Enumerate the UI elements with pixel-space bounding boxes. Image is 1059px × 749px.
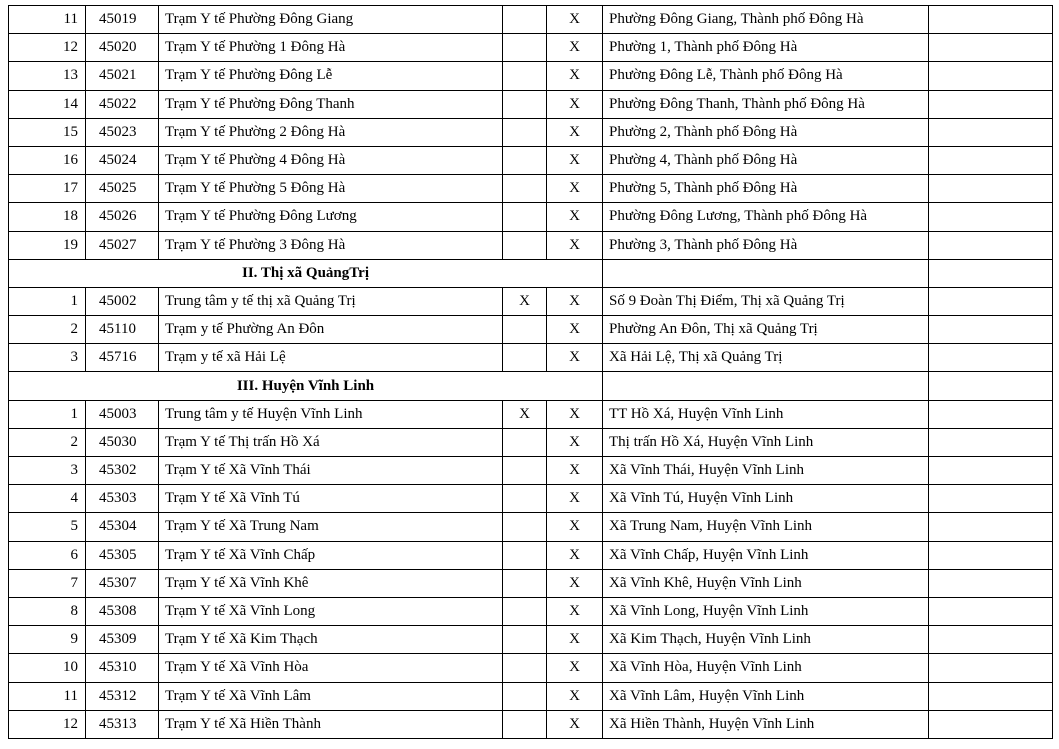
facility-name: Trạm Y tế Xã Vĩnh Lâm [159,682,503,710]
mark-col-2: X [547,428,603,456]
facility-address: Số 9 Đoàn Thị Điểm, Thị xã Quảng Trị [603,287,929,315]
facility-name: Trung tâm y tế thị xã Quảng Trị [159,287,503,315]
facility-code: 45025 [86,175,159,203]
mark-col-2: X [547,541,603,569]
mark-col-1 [503,6,547,34]
facility-code: 45305 [86,541,159,569]
facility-name: Trạm Y tế Phường 5 Đông Hà [159,175,503,203]
facility-name: Trạm Y tế Xã Kim Thạch [159,626,503,654]
table-row [9,118,1053,146]
row-number: 14 [9,90,86,118]
mark-col-2: X [547,710,603,738]
mark-col-1 [503,569,547,597]
mark-col-1: X [503,287,547,315]
mark-col-2: X [547,682,603,710]
row-number: 4 [9,485,86,513]
note-cell [929,654,1053,682]
note-cell [929,710,1053,738]
facility-code: 45304 [86,513,159,541]
facility-name: Trạm Y tế Phường Đông Lương [159,203,503,231]
facility-name: Trạm Y tế Xã Vĩnh Thái [159,457,503,485]
mark-col-2: X [547,34,603,62]
section-title: II. Thị xã QuảngTrị [9,259,603,287]
table-row [9,513,1053,541]
table-row [9,146,1053,174]
table-row [9,175,1053,203]
note-cell [929,203,1053,231]
facility-code: 45020 [86,34,159,62]
facility-code: 45030 [86,428,159,456]
facility-name: Trung tâm y tế Huyện Vĩnh Linh [159,400,503,428]
note-cell [929,146,1053,174]
facility-code: 45716 [86,344,159,372]
facility-name: Trạm Y tế Phường 1 Đông Hà [159,34,503,62]
facility-address: Xã Vĩnh Long, Huyện Vĩnh Linh [603,597,929,625]
row-number: 2 [9,428,86,456]
facility-code: 45110 [86,316,159,344]
facility-table [8,5,1053,739]
facility-address: Phường Đông Thanh, Thành phố Đông Hà [603,90,929,118]
table-row [9,541,1053,569]
facility-code: 45002 [86,287,159,315]
mark-col-1 [503,654,547,682]
mark-col-2: X [547,6,603,34]
table-row [9,203,1053,231]
row-number: 3 [9,344,86,372]
mark-col-2: X [547,400,603,428]
table-row [9,90,1053,118]
note-cell [929,597,1053,625]
mark-col-1: X [503,400,547,428]
note-cell [929,6,1053,34]
facility-address: Phường 5, Thành phố Đông Hà [603,175,929,203]
facility-name: Trạm Y tế Phường 4 Đông Hà [159,146,503,174]
facility-address: Xã Hiền Thành, Huyện Vĩnh Linh [603,710,929,738]
note-cell [929,34,1053,62]
table-row [9,287,1053,315]
facility-code: 45310 [86,654,159,682]
facility-code: 45302 [86,457,159,485]
mark-col-1 [503,34,547,62]
facility-name: Trạm y tế xã Hải Lệ [159,344,503,372]
note-cell [929,175,1053,203]
mark-col-1 [503,541,547,569]
row-number: 15 [9,118,86,146]
facility-name: Trạm Y tế Phường Đông Giang [159,6,503,34]
table-row [9,457,1053,485]
mark-col-1 [503,118,547,146]
facility-address: Xã Hải Lệ, Thị xã Quảng Trị [603,344,929,372]
facility-name: Trạm Y tế Xã Vĩnh Khê [159,569,503,597]
row-number: 7 [9,569,86,597]
mark-col-2: X [547,287,603,315]
facility-address: Xã Vĩnh Chấp, Huyện Vĩnh Linh [603,541,929,569]
mark-col-1 [503,428,547,456]
mark-col-1 [503,485,547,513]
table-row [9,6,1053,34]
note-cell [929,344,1053,372]
facility-address: Xã Vĩnh Lâm, Huyện Vĩnh Linh [603,682,929,710]
note-cell [929,682,1053,710]
row-number: 5 [9,513,86,541]
section-title: III. Huyện Vĩnh Linh [9,372,603,400]
row-number: 11 [9,6,86,34]
mark-col-2: X [547,203,603,231]
facility-address: Phường 4, Thành phố Đông Hà [603,146,929,174]
mark-col-2: X [547,118,603,146]
facility-code: 45309 [86,626,159,654]
table-row [9,654,1053,682]
mark-col-1 [503,682,547,710]
note-cell [929,372,1053,400]
section-header-row [9,372,1053,400]
facility-address: Phường Đông Lễ, Thành phố Đông Hà [603,62,929,90]
mark-col-2: X [547,569,603,597]
facility-address: Xã Vĩnh Thái, Huyện Vĩnh Linh [603,457,929,485]
mark-col-2: X [547,146,603,174]
facility-code: 45024 [86,146,159,174]
mark-col-2: X [547,597,603,625]
note-cell [929,231,1053,259]
mark-col-1 [503,316,547,344]
facility-code: 45027 [86,231,159,259]
mark-col-1 [503,457,547,485]
mark-col-1 [503,90,547,118]
note-cell [929,62,1053,90]
mark-col-2: X [547,626,603,654]
table-row [9,710,1053,738]
facility-address: TT Hồ Xá, Huyện Vĩnh Linh [603,400,929,428]
facility-address: Phường Đông Lương, Thành phố Đông Hà [603,203,929,231]
row-number: 19 [9,231,86,259]
facility-code: 45312 [86,682,159,710]
mark-col-1 [503,597,547,625]
row-number: 16 [9,146,86,174]
note-cell [929,569,1053,597]
table-row [9,597,1053,625]
note-cell [929,541,1053,569]
note-cell [929,287,1053,315]
facility-address: Phường An Đôn, Thị xã Quảng Trị [603,316,929,344]
note-cell [929,513,1053,541]
note-cell [929,400,1053,428]
facility-name: Trạm Y tế Xã Trung Nam [159,513,503,541]
table-body [9,6,1053,739]
section-header-row [9,259,1053,287]
facility-address: Phường Đông Giang, Thành phố Đông Hà [603,6,929,34]
mark-col-1 [503,62,547,90]
facility-name: Trạm Y tế Xã Vĩnh Chấp [159,541,503,569]
note-cell [929,626,1053,654]
note-cell [929,316,1053,344]
mark-col-2: X [547,175,603,203]
facility-address: Xã Vĩnh Hòa, Huyện Vĩnh Linh [603,654,929,682]
facility-address: Xã Kim Thạch, Huyện Vĩnh Linh [603,626,929,654]
table-row [9,569,1053,597]
facility-address: Xã Vĩnh Khê, Huyện Vĩnh Linh [603,569,929,597]
facility-code: 45303 [86,485,159,513]
mark-col-1 [503,513,547,541]
row-number: 11 [9,682,86,710]
table-row [9,428,1053,456]
mark-col-1 [503,626,547,654]
facility-code: 45023 [86,118,159,146]
mark-col-1 [503,175,547,203]
mark-col-2: X [547,62,603,90]
facility-name: Trạm Y tế Phường 3 Đông Hà [159,231,503,259]
facility-code: 45026 [86,203,159,231]
mark-col-2: X [547,231,603,259]
facility-code: 45308 [86,597,159,625]
note-cell [929,485,1053,513]
mark-col-1 [503,203,547,231]
mark-col-2: X [547,316,603,344]
mark-col-2: X [547,344,603,372]
note-cell [929,90,1053,118]
mark-col-2: X [547,654,603,682]
table-row [9,485,1053,513]
note-cell [929,428,1053,456]
facility-address: Xã Trung Nam, Huyện Vĩnh Linh [603,513,929,541]
mark-col-1 [503,344,547,372]
facility-code: 45021 [86,62,159,90]
row-number: 9 [9,626,86,654]
row-number: 18 [9,203,86,231]
row-number: 12 [9,710,86,738]
facility-name: Trạm Y tế Xã Vĩnh Tú [159,485,503,513]
row-number: 13 [9,62,86,90]
row-number: 10 [9,654,86,682]
row-number: 17 [9,175,86,203]
facility-address: Phường 2, Thành phố Đông Hà [603,118,929,146]
facility-code: 45313 [86,710,159,738]
note-cell [929,457,1053,485]
note-cell [929,259,1053,287]
table-row [9,231,1053,259]
facility-code: 45003 [86,400,159,428]
address-cell [603,372,929,400]
table-row [9,316,1053,344]
mark-col-1 [503,146,547,174]
address-cell [603,259,929,287]
facility-name: Trạm Y tế Xã Vĩnh Long [159,597,503,625]
table-row [9,344,1053,372]
facility-name: Trạm Y tế Thị trấn Hồ Xá [159,428,503,456]
row-number: 2 [9,316,86,344]
row-number: 12 [9,34,86,62]
facility-address: Xã Vĩnh Tú, Huyện Vĩnh Linh [603,485,929,513]
facility-name: Trạm Y tế Xã Hiền Thành [159,710,503,738]
facility-name: Trạm Y tế Phường Đông Thanh [159,90,503,118]
facility-name: Trạm Y tế Xã Vĩnh Hòa [159,654,503,682]
mark-col-2: X [547,485,603,513]
mark-col-1 [503,231,547,259]
row-number: 1 [9,400,86,428]
note-cell [929,118,1053,146]
facility-name: Trạm y tế Phường An Đôn [159,316,503,344]
mark-col-2: X [547,90,603,118]
table-row [9,400,1053,428]
row-number: 8 [9,597,86,625]
table-row [9,682,1053,710]
facility-name: Trạm Y tế Phường Đông Lễ [159,62,503,90]
row-number: 6 [9,541,86,569]
mark-col-1 [503,710,547,738]
mark-col-2: X [547,457,603,485]
facility-code: 45307 [86,569,159,597]
facility-address: Thị trấn Hồ Xá, Huyện Vĩnh Linh [603,428,929,456]
row-number: 3 [9,457,86,485]
facility-address: Phường 1, Thành phố Đông Hà [603,34,929,62]
facility-code: 45019 [86,6,159,34]
table-row [9,626,1053,654]
table-row [9,34,1053,62]
mark-col-2: X [547,513,603,541]
facility-code: 45022 [86,90,159,118]
facility-name: Trạm Y tế Phường 2 Đông Hà [159,118,503,146]
row-number: 1 [9,287,86,315]
table-row [9,62,1053,90]
facility-address: Phường 3, Thành phố Đông Hà [603,231,929,259]
